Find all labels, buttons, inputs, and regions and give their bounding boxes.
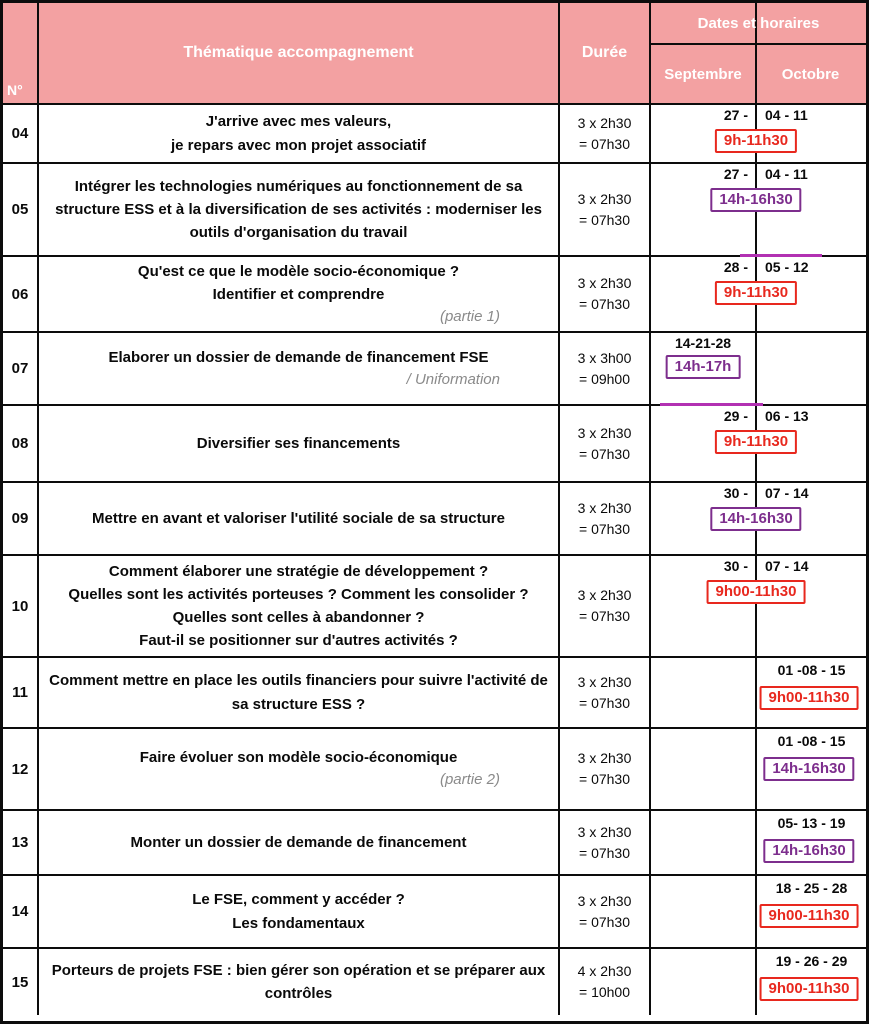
theme-title-line: Quelles sont celles à abandonner ?	[172, 609, 425, 626]
header-cell-duration	[560, 3, 651, 103]
duration-cell	[560, 257, 651, 331]
theme-cell	[39, 164, 560, 255]
duration-line: = 09h00	[579, 370, 630, 387]
time-badge: 14h-17h	[666, 355, 741, 379]
duration-line: = 07h30	[579, 608, 630, 624]
time-badge: 9h-11h30	[715, 281, 797, 305]
theme-title-line: J'arrive avec mes valeurs,	[205, 113, 392, 131]
date-september: 27 -	[723, 107, 748, 123]
dates-cell	[651, 333, 866, 404]
dates-cell	[651, 876, 866, 947]
theme-title-line: contrôles	[264, 985, 333, 1002]
date-september: 28 -	[723, 259, 748, 275]
row-number: 13	[3, 811, 39, 874]
table-row	[3, 255, 866, 331]
time-badge: 9h00-11h30	[760, 686, 859, 710]
row-number: 12	[3, 729, 39, 809]
header-duration-label: Durée	[581, 44, 628, 61]
row-number: 06	[3, 257, 39, 331]
theme-cell	[39, 483, 560, 554]
header-cell-dates	[651, 3, 866, 103]
row-number: 05	[3, 164, 39, 255]
theme-cell	[39, 949, 560, 1015]
header-number-label: N°	[7, 82, 23, 98]
duration-line: 3 x 2h30	[577, 750, 632, 766]
table-row	[3, 481, 866, 554]
time-badge: 9h-11h30	[715, 430, 797, 454]
column-divider	[755, 556, 757, 656]
theme-cell	[39, 406, 560, 481]
duration-cell	[560, 105, 651, 162]
duration-line: = 07h30	[579, 211, 630, 228]
column-divider	[755, 333, 757, 404]
theme-title-line: Comment mettre en place les outils financiers pour suivre l'activité de	[49, 672, 548, 690]
duration-line: = 07h30	[579, 694, 630, 711]
time-badge: 9h00-11h30	[707, 580, 806, 604]
header-dates-label: Dates et horaires	[697, 14, 820, 32]
table-row	[3, 874, 866, 947]
header-september-label: Septembre	[664, 65, 742, 83]
dates-cell	[651, 164, 866, 255]
magenta-underline	[740, 254, 822, 257]
table-header	[3, 3, 866, 103]
row-number: 10	[3, 556, 39, 656]
time-badge: 9h00-11h30	[760, 904, 859, 928]
dates-cell	[651, 105, 866, 162]
time-badge: 14h-16h30	[710, 188, 801, 212]
theme-title-line: je repars avec mon projet associatif	[170, 136, 427, 154]
duration-cell	[560, 556, 651, 656]
date-september: 14-21-28	[674, 335, 732, 351]
theme-title-line: Intégrer les technologies numériques au fonctionnement de sa	[74, 177, 523, 195]
theme-title-line: Identifier et comprendre	[212, 285, 385, 303]
duration-line: = 07h30	[579, 520, 630, 537]
row-number: 07	[3, 333, 39, 404]
theme-cell	[39, 105, 560, 162]
duration-line: = 10h00	[579, 984, 630, 1000]
table-row	[3, 404, 866, 481]
duration-cell	[560, 949, 651, 1015]
theme-title-line: Quelles sont les activités porteuses ? Comment les consolider ?	[68, 585, 529, 603]
duration-line: = 07h30	[579, 913, 630, 930]
duration-cell	[560, 164, 651, 255]
header-cell-october	[755, 45, 866, 103]
dates-cell	[651, 729, 866, 809]
duration-line: = 07h30	[579, 445, 630, 462]
table-row	[3, 656, 866, 727]
theme-title-line: outils d'organisation du travail	[189, 224, 408, 242]
duration-line: 3 x 2h30	[577, 275, 632, 291]
theme-cell	[39, 257, 560, 331]
duration-line: 3 x 2h30	[577, 114, 632, 131]
header-dates-group	[651, 3, 866, 45]
table-row	[3, 331, 866, 404]
duration-line: = 07h30	[579, 771, 630, 787]
duration-line: 3 x 2h30	[577, 587, 632, 603]
time-badge: 14h-16h30	[763, 757, 854, 781]
header-cell-number	[3, 3, 39, 103]
row-number: 09	[3, 483, 39, 554]
date-september: 30 -	[723, 558, 748, 574]
theme-title-line: Comment élaborer une stratégie de développement ?	[108, 562, 489, 580]
row-number: 11	[3, 658, 39, 727]
duration-line: 3 x 2h30	[577, 823, 632, 840]
theme-cell	[39, 876, 560, 947]
duration-line: 3 x 2h30	[577, 190, 632, 207]
theme-title-line: Les fondamentaux	[232, 914, 365, 932]
table-row	[3, 727, 866, 809]
duration-line: 4 x 2h30	[577, 963, 632, 979]
dates-cell	[651, 949, 866, 1015]
date-september: 27 -	[723, 166, 748, 182]
dates-cell	[651, 483, 866, 554]
duration-cell	[560, 811, 651, 874]
row-number: 08	[3, 406, 39, 481]
duration-cell	[560, 876, 651, 947]
header-months	[651, 45, 866, 103]
dates-cell	[651, 658, 866, 727]
duration-line: 3 x 2h30	[577, 499, 632, 516]
duration-cell	[560, 729, 651, 809]
duration-cell	[560, 658, 651, 727]
header-theme-label: Thématique accompagnement	[183, 44, 414, 61]
duration-cell	[560, 483, 651, 554]
date-october: 19 - 26 - 29	[775, 953, 848, 969]
theme-cell	[39, 333, 560, 404]
theme-title-line: structure ESS et à la diversification de ses activités : moderniser les	[55, 200, 542, 218]
row-number: 15	[3, 949, 39, 1015]
theme-note: (partie 1)	[439, 308, 500, 325]
duration-line: = 07h30	[579, 844, 630, 861]
date-october: 04 - 11	[765, 107, 808, 123]
date-september: 30 -	[723, 485, 748, 501]
date-september: 29 -	[723, 408, 748, 424]
theme-cell	[39, 729, 560, 809]
header-october-label: Octobre	[781, 65, 840, 83]
dates-cell	[651, 257, 866, 331]
table-row	[3, 809, 866, 874]
dates-cell	[651, 556, 866, 656]
date-october: 07 - 14	[765, 485, 809, 501]
duration-line: 3 x 2h30	[577, 673, 632, 690]
theme-cell	[39, 556, 560, 656]
row-number: 14	[3, 876, 39, 947]
theme-title-line: Elaborer un dossier de demande de financement FSE	[108, 348, 489, 366]
duration-line: = 07h30	[579, 135, 630, 152]
theme-title-line: Faire évoluer son modèle socio-économique	[139, 749, 458, 767]
magenta-underline	[660, 403, 763, 406]
theme-cell	[39, 811, 560, 874]
date-october: 01 -08 - 15	[777, 733, 846, 749]
duration-line: 3 x 2h30	[577, 424, 632, 441]
table-row	[3, 947, 866, 1015]
theme-title-line: Diversifier ses financements	[196, 434, 401, 452]
theme-title-line: Le FSE, comment y accéder ?	[192, 891, 405, 909]
theme-cell	[39, 658, 560, 727]
date-october: 04 - 11	[765, 166, 808, 182]
theme-note: / Uniformation	[406, 370, 500, 388]
theme-title-line: Mettre en avant et valoriser l'utilité sociale de sa structure	[92, 509, 505, 527]
theme-title-line: Monter un dossier de demande de financement	[130, 833, 467, 851]
duration-line: 3 x 3h00	[577, 349, 632, 366]
time-badge: 14h-16h30	[710, 507, 801, 531]
time-badge: 14h-16h30	[763, 839, 854, 863]
row-number: 04	[3, 105, 39, 162]
theme-title-line: Porteurs de projets FSE : bien gérer son opération et se préparer aux	[51, 961, 546, 979]
table-row	[3, 162, 866, 255]
header-cell-september	[651, 45, 755, 103]
date-october: 18 - 25 - 28	[775, 880, 848, 896]
duration-line: = 07h30	[579, 296, 630, 312]
duration-cell	[560, 333, 651, 404]
table-body	[3, 103, 866, 1015]
table-row	[3, 554, 866, 656]
theme-title-line: sa structure ESS ?	[231, 695, 366, 713]
time-badge: 9h-11h30	[715, 129, 797, 153]
duration-line: 3 x 2h30	[577, 892, 632, 909]
date-october: 06 - 13	[765, 408, 809, 424]
date-october: 01 -08 - 15	[777, 662, 846, 678]
theme-note: (partie 2)	[439, 771, 500, 789]
date-october: 05- 13 - 19	[777, 815, 846, 831]
date-october: 05 - 12	[765, 259, 809, 275]
theme-title-line: Qu'est ce que le modèle socio-économique ?	[137, 262, 460, 280]
table-row	[3, 103, 866, 162]
dates-cell	[651, 811, 866, 874]
duration-cell	[560, 406, 651, 481]
time-badge: 9h00-11h30	[760, 977, 859, 1001]
header-cell-theme	[39, 3, 560, 103]
dates-cell	[651, 406, 866, 481]
theme-title-line: Faut-il se positionner sur d'autres activités ?	[139, 632, 458, 650]
date-october: 07 - 14	[765, 558, 809, 574]
